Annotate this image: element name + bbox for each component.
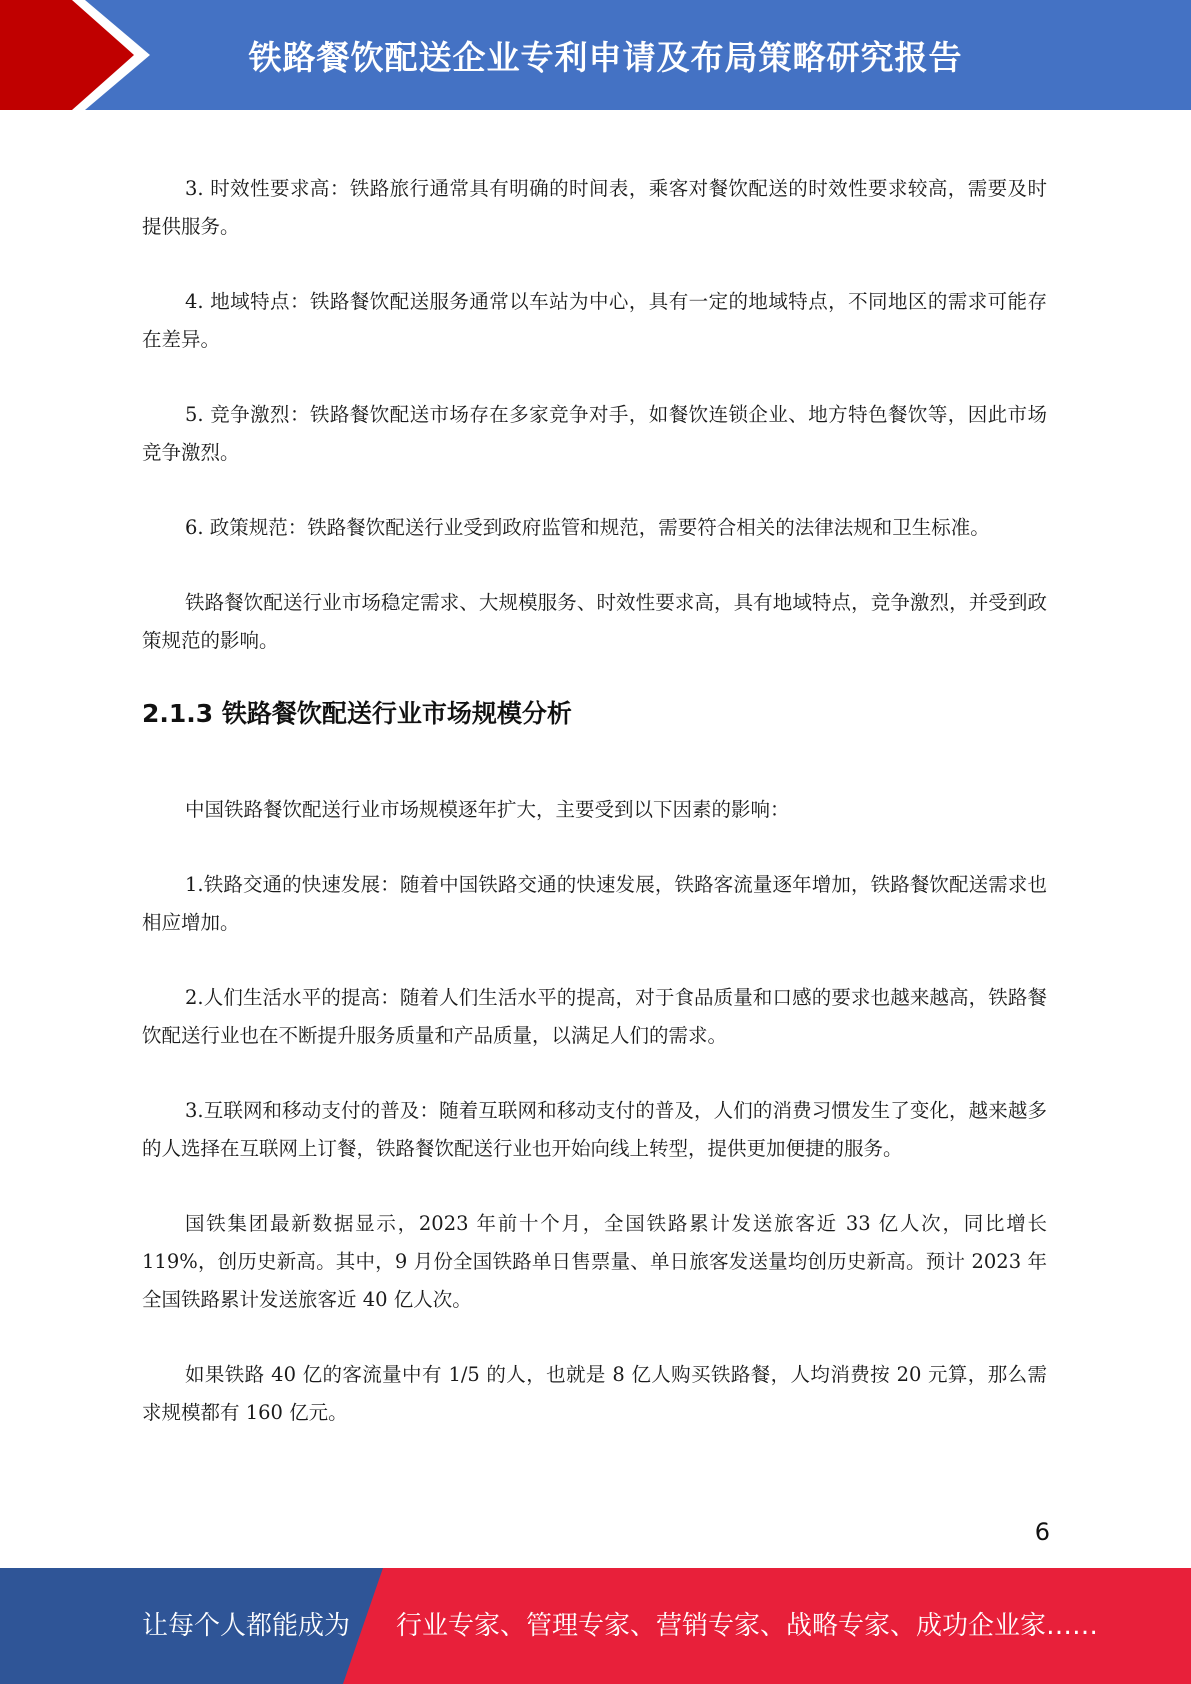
paragraph: 5. 竞争激烈：铁路餐饮配送市场存在多家竞争对手，如餐饮连锁企业、地方特色餐饮等，因此市场竞争激烈。	[142, 403, 1047, 464]
page-footer	[0, 1568, 1191, 1684]
paragraph: 中国铁路餐饮配送行业市场规模逐年扩大，主要受到以下因素的影响：	[185, 798, 790, 821]
page-number: 6	[1034, 1518, 1050, 1546]
paragraph: 4. 地域特点：铁路餐饮配送服务通常以车站为中心，具有一定的地域特点，不同地区的需求可能存在差异。	[142, 290, 1047, 351]
page-content	[142, 170, 1054, 1469]
paragraph: 1.铁路交通的快速发展：随着中国铁路交通的快速发展，铁路客流量逐年增加，铁路餐饮配送需求也相应增加。	[142, 873, 1047, 934]
report-title: 铁路餐饮配送企业专利申请及布局策略研究报告	[248, 37, 963, 77]
paragraph: 如果铁路 40 亿的客流量中有 1/5 的人，也就是 8 亿人购买铁路餐，人均消费按 20 元算，那么需求规模都有 160 亿元。	[142, 1363, 1047, 1424]
paragraph: 2.人们生活水平的提高：随着人们生活水平的提高，对于食品质量和口感的要求也越来越高，铁路餐饮配送行业也在不断提升服务质量和产品质量，以满足人们的需求。	[142, 986, 1047, 1047]
paragraph: 6. 政策规范：铁路餐饮配送行业受到政府监管和规范，需要符合相关的法律法规和卫生标准。	[185, 516, 990, 539]
footer-slogan-left: 让每个人都能成为	[142, 1611, 351, 1641]
section-heading: 2.1.3 铁路餐饮配送行业市场规模分析	[142, 699, 572, 728]
paragraph: 国铁集团最新数据显示，2023 年前十个月，全国铁路累计发送旅客近 33 亿人次，同比增长 119%，创历史新高。其中，9 月份全国铁路单日售票量、单日旅客发送量均创历史新高。预计 2023 年全国铁路累计发送旅客近 40 亿人次。	[142, 1212, 1054, 1311]
paragraph: 3. 时效性要求高：铁路旅行通常具有明确的时间表，乘客对餐饮配送的时效性要求较高，需要及时提供服务。	[142, 177, 1047, 238]
paragraph: 3.互联网和移动支付的普及：随着互联网和移动支付的普及，人们的消费习惯发生了变化，越来越多的人选择在互联网上订餐，铁路餐饮配送行业也开始向线上转型，提供更加便捷的服务。	[142, 1099, 1047, 1160]
paragraph: 铁路餐饮配送行业市场稳定需求、大规模服务、时效性要求高，具有地域特点，竞争激烈，并受到政策规范的影响。	[142, 591, 1047, 652]
page-header	[0, 0, 1191, 110]
footer-slogan-right: 行业专家、管理专家、营销专家、战略专家、成功企业家……	[396, 1611, 1099, 1641]
